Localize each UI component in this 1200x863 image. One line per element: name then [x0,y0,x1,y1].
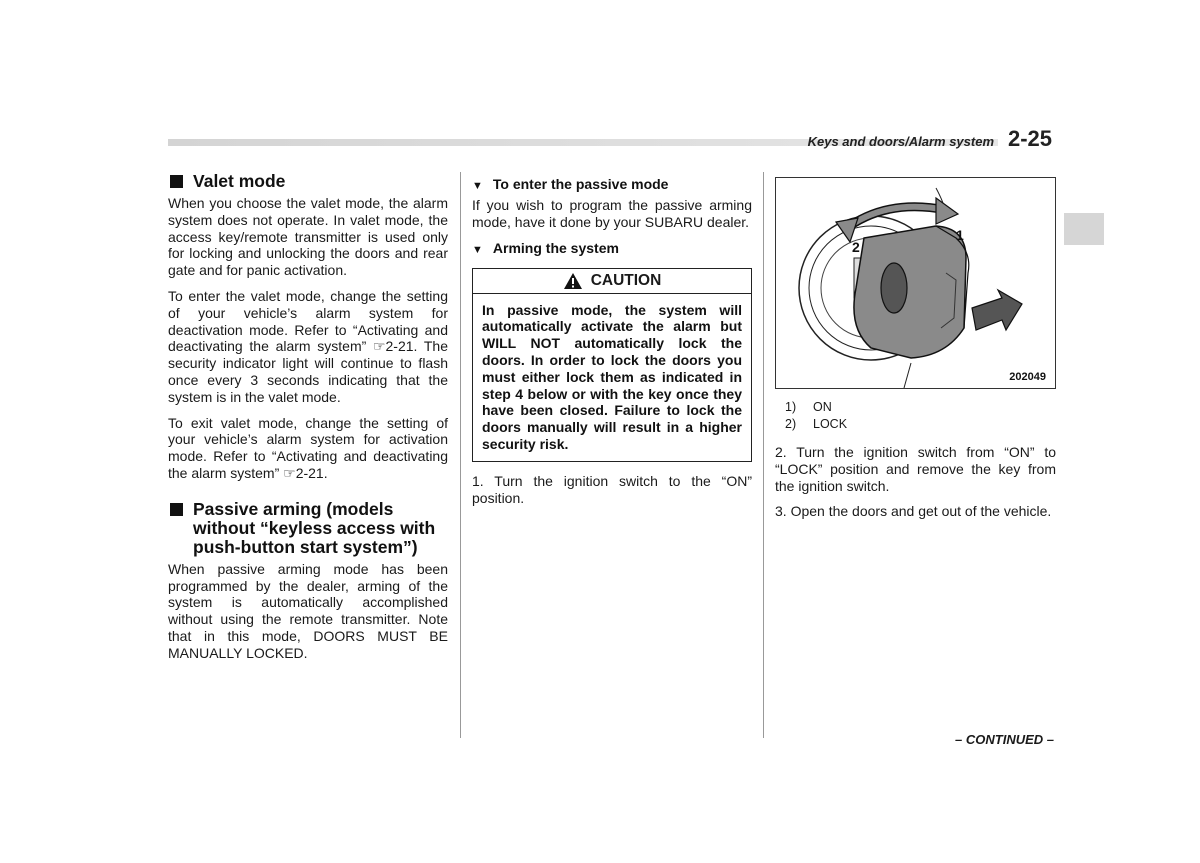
step-3: 3. Open the doors and get out of the vehicle. [775,503,1052,520]
figure-legend [785,399,1056,432]
section-square-icon [170,175,183,188]
caution-box [472,268,752,462]
section-square-icon [170,503,183,516]
running-header-title: Keys and doors/Alarm system [807,134,994,149]
continued-footer: – CONTINUED – [955,732,1054,747]
passive-arming-paragraph: When passive arming mode has been programmed by the dealer, arming of the system is automatically accomplished without using the remote transmitter. Note that in this mode, DOORS MUST BE MANUALLY LOCKED. [168,560,448,661]
legend-item: 2) LOCK [785,416,848,431]
column-divider [763,172,764,738]
ignition-key-illustration [776,178,1055,388]
valet-paragraph-1: When you choose the valet mode, the alarm system does not operate. In valet mode, the access key/remote transmitter is used only for locking and unlocking the doors and rear gate and for panic activation. [168,195,448,279]
column-right [775,171,1056,529]
caution-label: CAUTION [590,271,662,289]
step-1: 1. Turn the ignition switch to the “ON” position. [472,472,752,506]
chapter-thumb-tab [1064,213,1104,245]
callout-2: 2 [852,239,860,255]
page-number: 2-25 [1008,126,1053,151]
caution-text: In passive mode, the system will automatically activate the alarm but WILL NOT automatically lock the doors. In order to lock the doors you must either lock them as indicated in step 4 below or with the key once they have been closed. Failure to lock the doors manually will result in a higher security risk. [482,301,742,452]
callout-1: 1 [956,227,964,243]
legend-item: 1) ON [785,400,832,414]
triangle-down-icon: ▼ [472,243,483,256]
warning-icon [563,272,583,290]
column-divider [460,172,461,738]
valet-paragraph-2: To enter the valet mode, change the setting of your vehicle’s alarm system for deactivation mode. Refer to “Activating and deactivating the alarm system” ☞2-21. The security indicator light will continue to flash once every 3 seconds indicating that the system is in the valet mode. [168,287,448,405]
enter-passive-paragraph: If you wish to program the passive arming mode, have it done by your SUBARU dealer. [472,197,752,230]
figure-code: 202049 [1009,371,1046,383]
arming-system-heading: ▼ Arming the system [472,240,752,259]
ignition-key-figure [775,177,1056,389]
column-left [168,172,448,671]
column-middle [472,172,752,515]
caution-header [473,269,751,294]
passive-arming-heading: Passive arming (models without “keyless access with push-button start system”) [168,500,448,557]
valet-paragraph-3: To exit valet mode, change the setting of your vehicle’s alarm system for activation mode. Refer to “Activating and deactivating the alarm system” ☞2-21. [168,414,448,481]
triangle-down-icon: ▼ [472,180,483,192]
enter-passive-mode-heading: ▼ To enter the passive mode [472,176,752,195]
step-2: 2. Turn the ignition switch from “ON” to “LOCK” position and remove the key from the ignition switch. [775,444,1056,494]
valet-mode-heading: Valet mode [168,172,448,191]
